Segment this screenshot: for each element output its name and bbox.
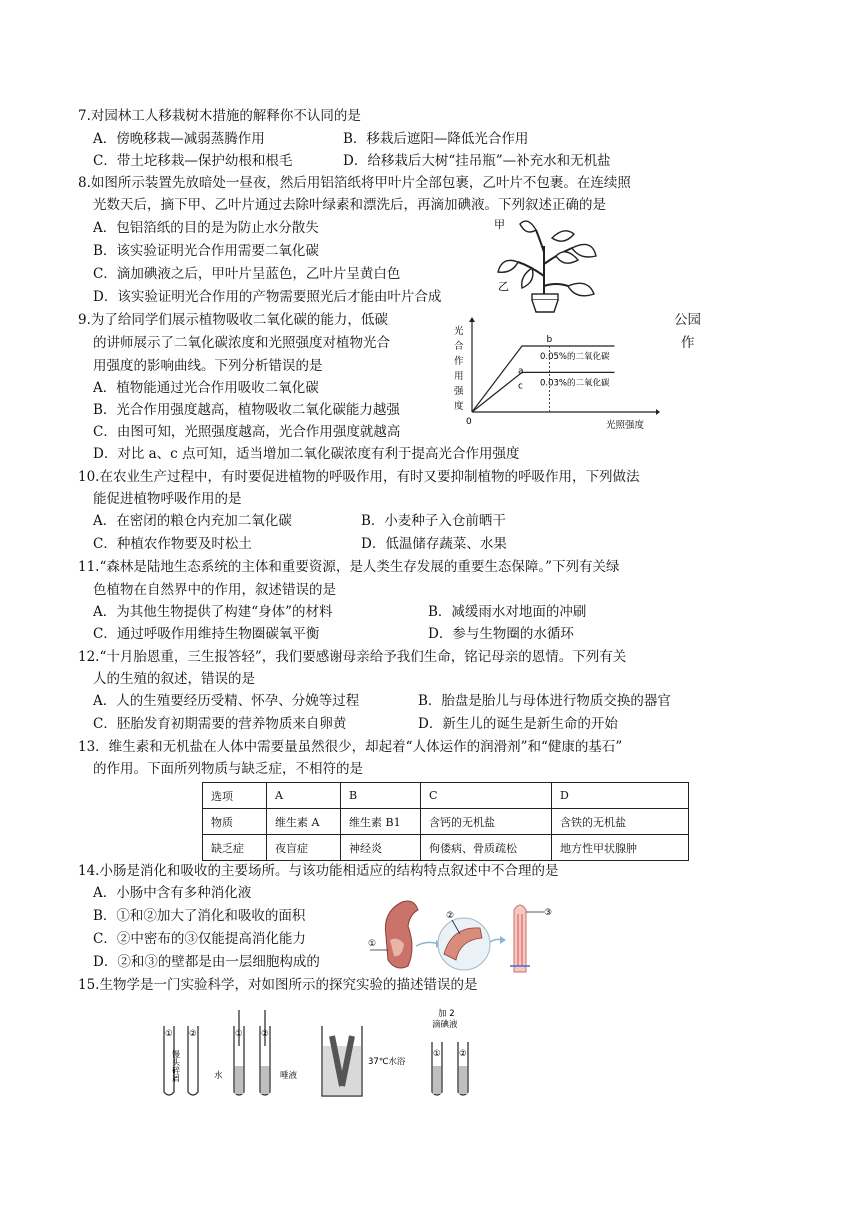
table-cell: 地方性甲状腺肿 [552,835,689,861]
table-cell: 维生素 B1 [341,809,421,835]
table-cell: 选项 [203,783,267,809]
q9-option-a[interactable]: A．植物能通过光合作用吸收二氧化碳 [93,380,319,396]
q9-stem-3: 用强度的影响曲线。下列分析错误的是 [93,358,323,374]
q7-option-c[interactable]: C．带土坨移栽—保护幼根和根毛 [93,153,293,169]
x-axis-label: 光照强度 [606,420,645,431]
label-3: ③ [544,908,553,918]
q9-option-c[interactable]: C．由图可知，光照强度越高，光合作用强度就越高 [93,424,401,440]
small-intestine-figure [368,896,558,976]
tube-label-1: ① [433,1049,441,1059]
q9-option-d[interactable]: D．对比 a、c 点可知，适当增加二氧化碳浓度有利于提高光合作用强度 [93,446,520,462]
iodine-label-1: 加 2 [438,1009,455,1019]
q10-stem-2: 能促进植物呼吸作用的是 [93,491,242,507]
q14-option-c[interactable]: C．②中密布的③仅能提高消化能力 [93,931,306,947]
q14-option-d[interactable]: D．②和③的壁都是由一层细胞构成的 [93,954,320,970]
iodine-label-2: 滴碘液 [432,1020,458,1030]
q9-stem-2a: 的讲师展示了二氧化碳浓度和光照强度对植物光合 [93,335,390,351]
q12-option-d[interactable]: D．新生儿的诞生是新生命的开始 [418,716,618,732]
series-label: 0.03%的二氧化碳 [540,378,610,389]
tube-label-2: ② [189,1029,197,1039]
label-2: ② [446,911,455,921]
q10-option-b[interactable]: B．小麦种子入仓前晒干 [361,513,506,529]
series-label: 0.05%的二氧化碳 [540,352,610,362]
potted-plant-figure [492,216,610,314]
q9-option-b[interactable]: B．光合作用强度越高，植物吸收二氧化碳能力越强 [93,402,400,418]
q14-option-b[interactable]: B．①和②加大了消化和吸收的面积 [93,908,306,924]
point-label-b: b [546,335,553,345]
table-cell: 物质 [203,809,267,835]
table-cell: B [341,783,421,809]
q13-stem-2: 的作用。下面所列物质与缺乏症，不相符的是 [93,761,363,777]
y-axis-label-char: 合 [454,341,464,352]
label-1: ① [368,939,377,949]
q8-stem-2: 光数天后，摘下甲、乙叶片通过去除叶绿素和漂洗后，再滴加碘液。下列叙述正确的是 [93,197,606,213]
table-cell: D [552,783,689,809]
origin-label: 0 [466,417,472,427]
q8-option-a[interactable]: A．包铝箔纸的目的是为防止水分散失 [93,220,319,236]
y-axis-label-char: 光 [454,326,464,337]
q8-option-b[interactable]: B．该实验证明光合作用需要二氧化碳 [93,243,319,259]
q12-option-b[interactable]: B．胎盘是胎儿与母体进行物质交换的器官 [418,693,671,709]
tube-label-1: ① [165,1029,173,1039]
y-axis-label-char: 作 [454,356,464,367]
table-row [203,835,689,861]
q10-option-c[interactable]: C．种植农作物要及时松土 [93,536,252,552]
water-label: 水 [214,1071,223,1081]
table-cell: 含钙的无机盐 [421,809,552,835]
q11-stem-2: 色植物在自然界中的作用，叙述错误的是 [93,582,336,598]
q11-option-a[interactable]: A．为其他生物提供了构建“身体”的材料 [93,604,333,620]
table-cell: 含铁的无机盐 [552,809,689,835]
q7-option-d[interactable]: D．给移栽后大树“挂吊瓶”—补充水和无机盐 [343,153,611,169]
table-row [203,783,689,809]
table-cell: 佝偻病、骨质疏松 [421,835,552,861]
point-label-c: c [518,381,523,392]
q11-stem-1: 11.“森林是陆地生态系统的主体和重要资源，是人类生存发展的重要生态保障。”下列有关绿 [78,559,620,575]
q9-stem-1b: 公园 [674,312,701,328]
q8-option-d[interactable]: D．该实验证明光合作用的产物需要照光后才能由叶片合成 [93,289,442,305]
q8-option-c[interactable]: C．滴加碘液之后，甲叶片呈蓝色，乙叶片呈黄白色 [93,266,401,282]
tube-label-1: ① [235,1029,243,1039]
saliva-label: 唾液 [280,1071,298,1081]
y-axis-label [454,325,464,412]
table-cell: 夜盲症 [267,835,341,861]
vitamin-mineral-table [202,782,689,861]
q12-stem-2: 人的生殖的叙述，错误的是 [93,671,255,687]
table-cell: A [267,783,341,809]
q12-stem-1: 12.“十月胎恩重，三生报答轻”，我们要感谢母亲给予我们生命，铭记母亲的恩情。下列有关 [78,649,627,665]
q10-stem-1: 10.在农业生产过程中，有时要促进植物的呼吸作用，有时又要抑制植物的呼吸作用，下列做法 [78,469,640,485]
photosynthesis-chart [446,316,660,432]
water-bath-label: 37℃水浴 [368,1057,406,1067]
q11-option-c[interactable]: C．通过呼吸作用维持生物圈碳氧平衡 [93,626,320,642]
point-label-a: a [518,366,524,377]
plant-label-yi: 乙 [498,280,509,293]
plant-label-jia: 甲 [494,218,505,231]
q14-option-a[interactable]: A．小肠中含有多种消化液 [93,885,252,901]
q10-option-d[interactable]: D．低温储存蔬菜、水果 [361,536,507,552]
tube-label-2: ② [459,1049,467,1059]
q9-stem-1a: 9.为了给同学们展示植物吸收二氧化碳的能力，低碳 [78,312,388,328]
q12-option-c[interactable]: C．胚胎发育初期需要的营养物质来自卵黄 [93,716,347,732]
y-axis-label-char: 强 [454,386,464,397]
q12-option-a[interactable]: A．人的生殖要经历受精、怀孕、分娩等过程 [93,693,360,709]
q13-stem-1: 13．维生素和无机盐在人体中需要量虽然很少，却起着“人体运作的润滑剂”和“健康的基石” [78,739,623,755]
q11-option-b[interactable]: B．减缓雨水对地面的冲刷 [428,604,587,620]
q15-stem: 15.生物学是一门实验科学，对如图所示的探究实验的描述错误的是 [78,977,478,993]
q11-option-d[interactable]: D．参与生物圈的水循环 [428,626,574,642]
q7-option-a[interactable]: A．傍晚移栽—减弱蒸腾作用 [93,131,265,147]
q10-option-a[interactable]: A．在密闭的粮仓内充加二氧化碳 [93,513,292,529]
q14-stem: 14.小肠是消化和吸收的主要场所。与该功能相适应的结构特点叙述中不合理的是 [78,863,559,879]
bread-label: 馒头碎屑 [171,1050,181,1082]
q7-option-b[interactable]: B．移栽后遮阳—降低光合作用 [343,131,529,147]
y-axis-label-char: 用 [454,371,464,382]
table-cell: 神经炎 [341,835,421,861]
table-cell: C [421,783,552,809]
tube-label-2: ② [261,1029,269,1039]
q8-stem-1: 8.如图所示装置先放暗处一昼夜，然后用铝箔纸将甲叶片全部包裹，乙叶片不包裹。在连续照 [78,175,631,191]
table-cell: 维生素 A [267,809,341,835]
starch-experiment-figure [156,1006,486,1102]
q9-stem-2b: 作 [681,335,695,351]
q7-stem: 7.对园林工人移栽树木措施的解释你不认同的是 [78,108,361,124]
y-axis-label-char: 度 [454,401,464,412]
table-row [203,809,689,835]
table-cell: 缺乏症 [203,835,267,861]
